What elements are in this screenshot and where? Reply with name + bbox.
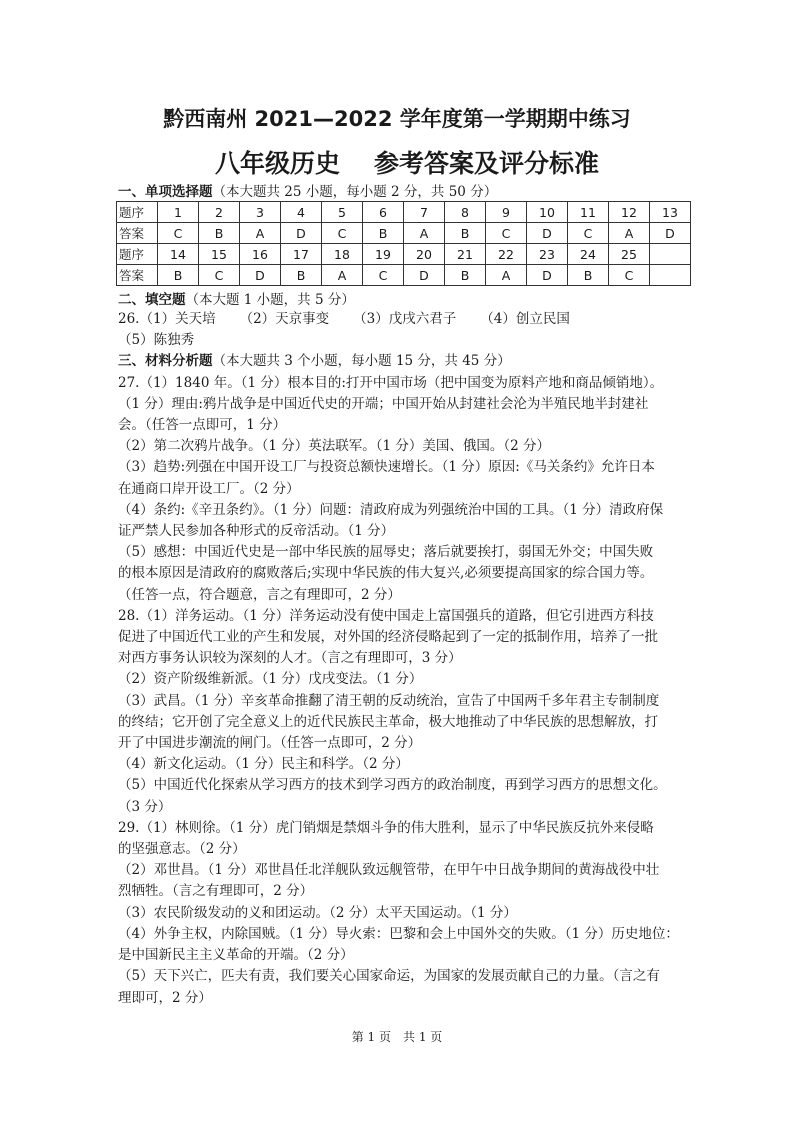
table-cell: C: [158, 223, 199, 244]
answer-line: 证严禁人民参加各种形式的反帝活动。（1 分）: [118, 523, 395, 540]
table-cell: 19: [363, 244, 404, 265]
table-cell: 12: [609, 202, 650, 223]
answer-table: [116, 201, 691, 286]
fill-answer: （5）陈独秀: [118, 332, 195, 349]
page-subtitle: [215, 144, 775, 180]
table-cell: A: [322, 265, 363, 286]
answer-line: 28.（1）洋务运动。（1 分）洋务运动没有使中国走上富国强兵的道路，但它引进西方科技: [118, 607, 654, 624]
table-cell: D: [240, 265, 281, 286]
answer-line: （4）条约:《辛丑条约》。（1 分）问题：清政府成为列强统治中国的工具。（1 分）清政府保: [118, 501, 664, 518]
section-note: （本大题共 3 个小题，每小题 15 分，共 45 分）: [212, 353, 511, 370]
table-cell: A: [609, 223, 650, 244]
table-cell: 15: [199, 244, 240, 265]
answer-body: [118, 309, 683, 1009]
answer-line: 的坚强意志。（2 分）: [118, 841, 246, 858]
table-cell: 23: [527, 244, 568, 265]
answer-line: 会。（任答一点即可，1 分）: [118, 417, 287, 434]
fill-answer: （1）关天培: [139, 311, 216, 327]
table-cell: D: [650, 223, 691, 244]
table-cell: 24: [568, 244, 609, 265]
answer-line: 在通商口岸开设工厂。（2 分）: [118, 480, 300, 497]
table-cell: 25: [609, 244, 650, 265]
answer-line: （3）武昌。（1 分）辛亥革命推翻了清王朝的反动统治，宣告了中国两千多年君主专制制度: [118, 692, 660, 709]
table-cell: C: [363, 265, 404, 286]
section-note: （本大题共 25 小题，每小题 2 分，共 50 分）: [212, 184, 498, 200]
table-cell: 9: [486, 202, 527, 223]
table-cell: 18: [322, 244, 363, 265]
table-cell: 2: [199, 202, 240, 223]
table-row: [117, 202, 691, 223]
table-cell: A: [240, 223, 281, 244]
answer-line: （5）感想：中国近代史是一部中华民族的屈辱史；落后就要挨打，弱国无外交；中国失败: [118, 544, 654, 561]
table-cell: 8: [445, 202, 486, 223]
table-cell: C: [486, 223, 527, 244]
answer-line: 对西方事务认识较为深刻的人才。（言之有理即可，3 分）: [118, 650, 462, 667]
row-label: 答案: [117, 223, 158, 244]
question-number: 26.: [118, 311, 140, 327]
table-cell: C: [322, 223, 363, 244]
answer-line: （2）资产阶级维新派。（1 分）戊戌变法。（1 分）: [118, 671, 423, 688]
table-cell: B: [199, 223, 240, 244]
table-cell: 3: [240, 202, 281, 223]
answer-line: 是中国新民主主义革命的开端。（2 分）: [118, 947, 354, 964]
table-cell: D: [527, 223, 568, 244]
section-note: （本大题 1 小题，共 5 分）: [185, 292, 355, 308]
table-cell: [650, 244, 691, 265]
answer-line: （3）趋势:列强在中国开设工厂与投资总额快速增长。（1 分）原因:《马关条约》允许日本: [118, 459, 655, 476]
answer-line: 的根本原因是清政府的腐败落后;实现中华民族的伟大复兴,必须要提高国家的综合国力等。: [118, 565, 654, 582]
answer-line: （2）第二次鸦片战争。（1 分）英法联军。（1 分）美国、俄国。（2 分）: [118, 438, 550, 455]
subtitle-grade-subject: 八年级历史: [215, 149, 341, 178]
table-row: [117, 265, 691, 286]
table-cell: D: [527, 265, 568, 286]
table-cell: 10: [527, 202, 568, 223]
section-heading-analysis: [118, 351, 683, 372]
row-label: 答案: [117, 265, 158, 286]
table-cell: C: [609, 265, 650, 286]
table-cell: 4: [281, 202, 322, 223]
section-title: 三、材料分析题: [118, 353, 213, 370]
answer-line: 理即可，2 分）: [118, 989, 212, 1006]
table-cell: D: [404, 265, 445, 286]
answer-line: （5）天下兴亡，匹夫有责，我们要关心国家命运，为国家的发展贡献自己的力量。（言之有: [118, 968, 660, 985]
table-cell: B: [281, 265, 322, 286]
answer-line: 29.（1）林则徐。（1 分）虎门销烟是禁烟斗争的伟大胜利，显示了中华民族反抗外来侵略: [118, 819, 654, 836]
answer-line: 促进了中国近代工业的产生和发展，对外国的经济侵略起到了一定的抵制作用，培养了一批: [118, 629, 658, 646]
answer-line: （4）新文化运动。（1 分）民主和科学。（2 分）: [118, 756, 409, 773]
table-cell: [650, 265, 691, 286]
row-label: 题序: [117, 202, 158, 223]
answer-line: （3 分）: [118, 798, 172, 815]
page-title: 黔西南州 2021—2022 学年度第一学期期中练习: [163, 107, 631, 131]
answer-line: 开了中国进步潮流的闸门。（任答一点即可，2 分）: [118, 735, 422, 752]
table-cell: 22: [486, 244, 527, 265]
fill-answer: （3）戊戌六君子: [353, 311, 457, 327]
answer-lines: [118, 373, 683, 1009]
answer-line: （4）外争主权，内除国贼。（1 分）导火索：巴黎和会上中国外交的失败。（1 分）历史地位：: [118, 925, 679, 942]
table-cell: 16: [240, 244, 281, 265]
section-title: 一、单项选择题: [118, 184, 213, 200]
section-heading-choice: [118, 180, 497, 200]
table-cell: B: [445, 223, 486, 244]
table-cell: D: [281, 223, 322, 244]
answer-line: 烈牺牲。（言之有理即可，2 分）: [118, 883, 314, 900]
table-cell: 7: [404, 202, 445, 223]
table-cell: A: [486, 265, 527, 286]
table-cell: 20: [404, 244, 445, 265]
table-cell: 21: [445, 244, 486, 265]
answer-line: （2）邓世昌。（1 分）邓世昌任北洋舰队致远舰管带，在甲午中日战争期间的黄海战役中壮: [118, 862, 660, 879]
answer-line: 的终结；它开创了完全意义上的近代民族民主革命，极大地推动了中华民族的思想解放，打: [118, 713, 658, 730]
table-cell: 5: [322, 202, 363, 223]
table-cell: B: [445, 265, 486, 286]
answer-line: 27.（1）1840 年。（1 分）根本目的:打开中国市场（把中国变为原料产地和商品倾销地）。: [118, 374, 664, 391]
subtitle-answer-key: 参考答案及评分标准: [374, 149, 600, 178]
table-cell: 17: [281, 244, 322, 265]
answer-line: （3）农民阶级发动的义和团运动。（2 分）太平天国运动。（1 分）: [118, 904, 517, 921]
table-cell: 11: [568, 202, 609, 223]
q26-answers: [118, 309, 683, 351]
section-heading-fill: [118, 288, 355, 308]
fill-answer: （2）天京事变: [239, 311, 330, 327]
page-footer: 第 1 页 共 1 页: [351, 1030, 443, 1044]
table-cell: C: [568, 223, 609, 244]
section-title: 二、填空题: [118, 292, 186, 308]
table-cell: 1: [158, 202, 199, 223]
table-cell: 14: [158, 244, 199, 265]
table-cell: 6: [363, 202, 404, 223]
table-cell: A: [404, 223, 445, 244]
table-cell: B: [363, 223, 404, 244]
table-row: [117, 244, 691, 265]
table-cell: B: [158, 265, 199, 286]
row-label: 题序: [117, 244, 158, 265]
answer-line: （5）中国近代化探索从学习西方的技术到学习西方的政治制度，再到学习西方的思想文化。: [118, 777, 667, 794]
table-row: [117, 223, 691, 244]
table-cell: 13: [650, 202, 691, 223]
answer-line: （任答一点，符合题意，言之有理即可，2 分）: [118, 586, 401, 603]
table-cell: C: [199, 265, 240, 286]
fill-answer: （4）创立民国: [480, 311, 570, 327]
answer-line: （1 分）理由:鸦片战争是中国近代史的开端；中国开始从封建社会沦为半殖民地半封建社: [118, 395, 649, 412]
table-cell: B: [568, 265, 609, 286]
